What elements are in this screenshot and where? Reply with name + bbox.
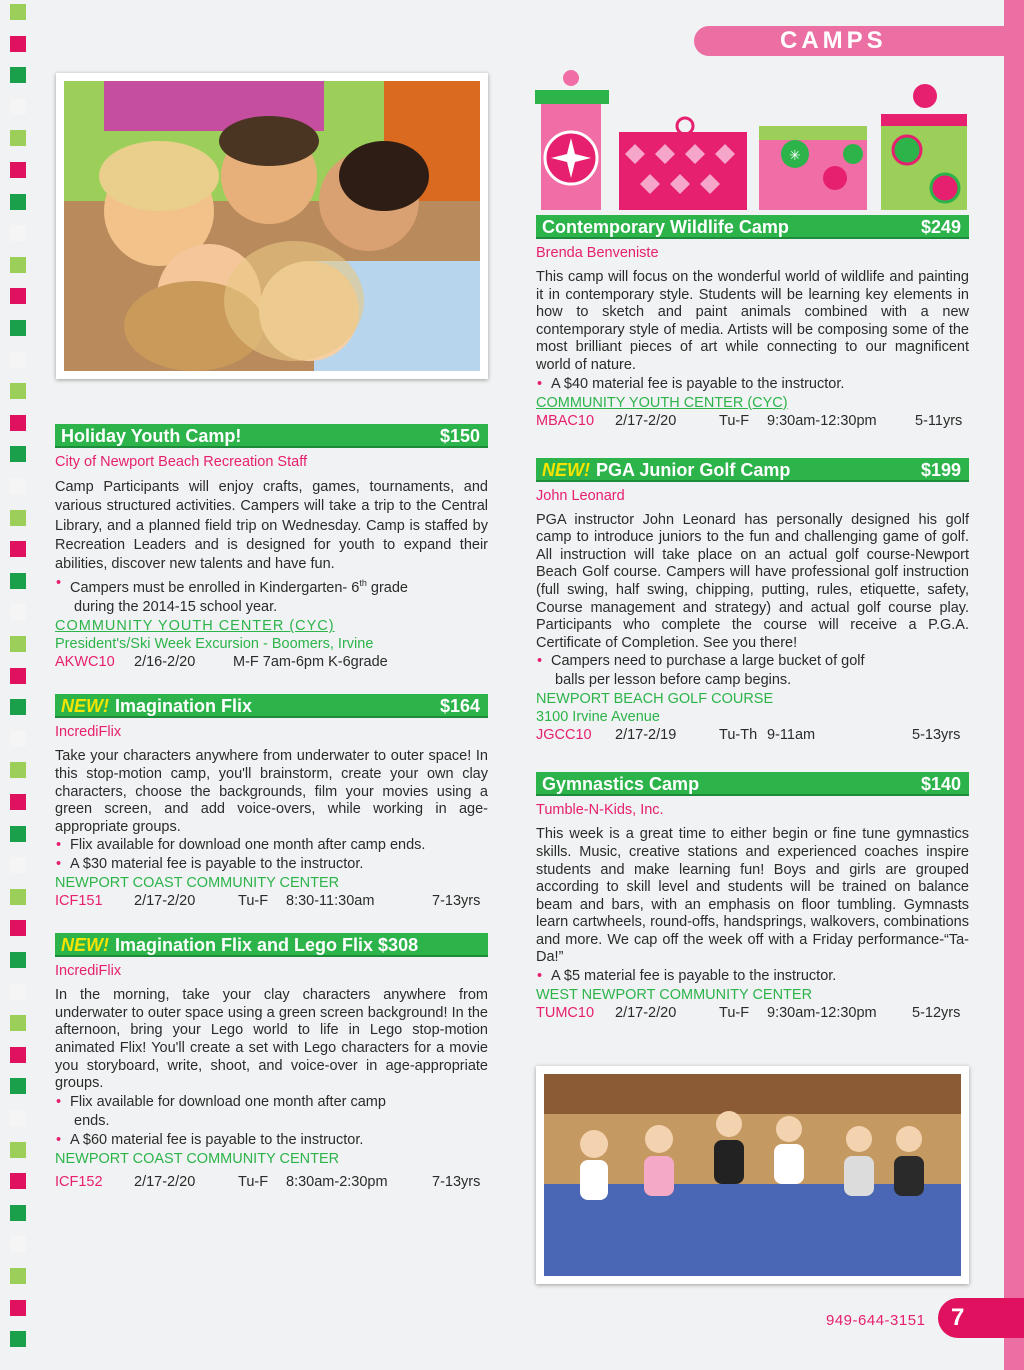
course-code: JGCC10 bbox=[536, 727, 592, 744]
bullet-item: • Flix available for download one month after camp ends. bbox=[55, 836, 488, 855]
camp-location[interactable]: NEWPORT BEACH GOLF COURSE bbox=[536, 691, 774, 708]
svg-text:✳: ✳ bbox=[789, 148, 801, 164]
ribbon-square bbox=[10, 1110, 26, 1126]
kids-photo bbox=[56, 73, 488, 379]
camp-price: $308 bbox=[378, 935, 419, 956]
course-dates: 2/17-2/19 bbox=[615, 727, 677, 744]
camp-entry-holiday-youth bbox=[55, 424, 488, 671]
camp-schedule bbox=[536, 412, 969, 430]
course-time: 9:30am-12:30pm bbox=[767, 412, 877, 429]
camp-location-note: President's/Ski Week Excursion - Boomers, Irvine bbox=[55, 636, 374, 653]
ribbon-square bbox=[10, 225, 26, 241]
camp-entry-pga-golf bbox=[536, 458, 969, 745]
course-dates: 2/17-2/20 bbox=[134, 1173, 196, 1190]
course-days: Tu-F bbox=[719, 1005, 750, 1022]
camp-location[interactable]: NEWPORT COAST COMMUNITY CENTER bbox=[55, 1150, 340, 1167]
right-column bbox=[536, 215, 969, 1022]
camp-title: Imagination Flix and Lego Flix bbox=[115, 935, 374, 956]
ribbon-square bbox=[10, 1268, 26, 1284]
ribbon-square bbox=[10, 67, 26, 83]
course-dates: 2/17-2/20 bbox=[615, 1005, 677, 1022]
course-days: Tu-Th bbox=[719, 727, 758, 744]
course-time: 9-11am bbox=[767, 727, 816, 744]
gift-boxes-illustration bbox=[535, 68, 971, 210]
footer-phone: 949-644-3151 bbox=[826, 1312, 926, 1329]
camp-location[interactable]: COMMUNITY YOUTH CENTER (CYC) bbox=[55, 618, 335, 635]
camp-title: Imagination Flix bbox=[115, 696, 253, 717]
camp-title: Gymnastics Camp bbox=[542, 774, 700, 795]
camp-entry-imagination-lego-flix bbox=[55, 933, 488, 1191]
camp-schedule bbox=[536, 726, 969, 744]
new-badge: NEW! bbox=[61, 696, 109, 717]
ribbon-square bbox=[10, 984, 26, 1000]
camp-location[interactable]: NEWPORT COAST COMMUNITY CENTER bbox=[55, 875, 340, 892]
camp-price: $199 bbox=[920, 459, 961, 480]
camp-entry-imagination-flix bbox=[55, 694, 488, 910]
course-days: Tu-F bbox=[238, 893, 269, 910]
camp-title-bar bbox=[55, 424, 488, 448]
bullet-item: • A $40 material fee is payable to the instructor. bbox=[536, 375, 969, 394]
ribbon-square bbox=[10, 604, 26, 620]
course-time: 8:30am-2:30pm bbox=[286, 1173, 388, 1190]
course-code: MBAC10 bbox=[536, 412, 595, 429]
camp-schedule bbox=[55, 1173, 488, 1191]
camp-title-bar bbox=[536, 215, 969, 239]
ribbon-square bbox=[10, 415, 26, 431]
course-time: 8:30-11:30am bbox=[286, 893, 375, 910]
decorative-ribbon bbox=[0, 0, 30, 1370]
course-dates: 2/16-2/20 bbox=[134, 654, 196, 671]
bullet-item: • A $60 material fee is payable to the instructor. bbox=[55, 1131, 488, 1150]
camp-description: PGA instructor John Leonard has personally designed his golf camp to introduce juniors to the fun and challenging game of golf. All instruction will take place on an actual golf course-Newport Beach Golf course. Campers will have professional golf instruction (full swing, half swing, chipping, putting, rules, etiquette, safety, Course management and strategy) and actual golf course play. Participants who complete the course will receive a P.G.A. Certificate of Completion. See you there! bbox=[536, 511, 969, 651]
ribbon-square bbox=[10, 889, 26, 905]
course-dates: 2/17-2/20 bbox=[134, 893, 196, 910]
ribbon-square bbox=[10, 920, 26, 936]
instructor: IncrediFlix bbox=[55, 724, 122, 741]
ribbon-square bbox=[10, 352, 26, 368]
ribbon-square bbox=[10, 762, 26, 778]
ribbon-square bbox=[10, 1173, 26, 1189]
ribbon-square bbox=[10, 478, 26, 494]
camp-title-bar bbox=[55, 933, 488, 957]
ribbon-square bbox=[10, 99, 26, 115]
ribbon-square bbox=[10, 446, 26, 462]
ribbon-square bbox=[10, 162, 26, 178]
bullet-item: • A $5 material fee is payable to the instructor. bbox=[536, 967, 969, 986]
camp-price: $164 bbox=[439, 696, 480, 717]
ribbon-square bbox=[10, 794, 26, 810]
camp-schedule bbox=[55, 653, 488, 671]
camp-address: 3100 Irvine Avenue bbox=[536, 709, 660, 726]
course-code: TUMC10 bbox=[536, 1005, 595, 1022]
course-days: Tu-F bbox=[238, 1173, 269, 1190]
camp-description: Camp Participants will enjoy crafts, games, tournaments, and various structured activities. Campers will take a trip to the Central Library, and a planned field trip on Wednesday. Camp is staffed by Recreation Leaders and is designed for youth to expand their abilities, discover new talents and have fun. bbox=[55, 479, 488, 573]
ribbon-square bbox=[10, 320, 26, 336]
ribbon-square bbox=[10, 573, 26, 589]
camp-price: $249 bbox=[920, 217, 961, 237]
ribbon-square bbox=[10, 857, 26, 873]
course-days: Tu-F bbox=[719, 412, 750, 429]
new-badge: NEW! bbox=[61, 935, 109, 956]
ribbon-square bbox=[10, 699, 26, 715]
ribbon-square bbox=[10, 510, 26, 526]
instructor: IncrediFlix bbox=[55, 963, 122, 980]
camp-location[interactable]: WEST NEWPORT COMMUNITY CENTER bbox=[536, 987, 813, 1004]
ribbon-square bbox=[10, 194, 26, 210]
camp-title: Holiday Youth Camp! bbox=[61, 426, 242, 446]
camp-location[interactable]: COMMUNITY YOUTH CENTER (CYC) bbox=[536, 394, 788, 411]
course-ages: 5-11yrs bbox=[915, 412, 963, 429]
bullet-item: • Campers must be enrolled in Kindergarten- 6th grade during the 2014-15 school year. bbox=[55, 574, 488, 617]
camp-entry-gymnastics bbox=[536, 772, 969, 1022]
section-tab: CAMPS bbox=[694, 26, 1024, 56]
ribbon-square bbox=[10, 952, 26, 968]
ribbon-square bbox=[10, 1331, 26, 1347]
course-days: M-F 7am-6pm K-6grade bbox=[233, 654, 388, 671]
new-badge: NEW! bbox=[542, 459, 590, 480]
camp-description: In the morning, take your clay characters anywhere from underwater to outer space using a green screen background! In the afternoon, bring your Lego world to life in Lego stop-motion animated Flix! You'll create a set with Lego characters for a movie you storyboard, write, shoot, and voice-over in age-appropriate groups. bbox=[55, 987, 488, 1092]
ribbon-square bbox=[10, 383, 26, 399]
course-code: ICF152 bbox=[55, 1173, 103, 1190]
course-ages: 7-13yrs bbox=[432, 1173, 481, 1190]
bullet-item: • Campers need to purchase a large bucket of golf balls per lesson before camp begins. bbox=[536, 652, 969, 690]
page-edge-stripe bbox=[1004, 0, 1024, 1370]
course-code: AKWC10 bbox=[55, 654, 115, 671]
ribbon-square bbox=[10, 1205, 26, 1221]
course-dates: 2/17-2/20 bbox=[615, 412, 677, 429]
ribbon-square bbox=[10, 130, 26, 146]
left-column bbox=[55, 424, 488, 1191]
camp-title: Contemporary Wildlife Camp bbox=[542, 217, 789, 237]
instructor: Tumble-N-Kids, Inc. bbox=[536, 802, 664, 819]
camp-title-bar bbox=[55, 694, 488, 718]
camp-title: PGA Junior Golf Camp bbox=[596, 459, 791, 480]
ribbon-square bbox=[10, 288, 26, 304]
camp-description: This camp will focus on the wonderful world of wildlife and painting it in contemporary style. Students will be learning key elements in how to sketch and paint animals combined with a new contemporary style of media. Artists will be composing some of the most brilliant pieces of art while connecting to our magnificent world of nature. bbox=[536, 269, 969, 373]
instructor: City of Newport Beach Recreation Staff bbox=[55, 454, 307, 470]
ribbon-square bbox=[10, 668, 26, 684]
ribbon-square bbox=[10, 1047, 26, 1063]
course-time: 9:30am-12:30pm bbox=[767, 1005, 877, 1022]
ribbon-square bbox=[10, 4, 26, 20]
camp-price: $140 bbox=[920, 774, 961, 795]
gymnastics-photo bbox=[536, 1066, 969, 1284]
ribbon-square bbox=[10, 541, 26, 557]
camp-title-bar bbox=[536, 772, 969, 796]
camp-entry-wildlife bbox=[536, 215, 969, 430]
camp-price: $150 bbox=[439, 426, 480, 446]
camp-description: Take your characters anywhere from underwater to outer space! In this stop-motion camp, you'll brainstorm, create your own clay characters, choose the backgrounds, film your movies using a green screen, and add voice-overs, while working in age-appropriate groups. bbox=[55, 748, 488, 835]
page-number: 7 bbox=[938, 1298, 1024, 1338]
camp-description: This week is a great time to either begin or fine tune gymnastics skills. Music, creative stations and experienced coaches inspire students and make learning fun! Boys and girls are grouped according to skill level and students will be trained on balance beam and bars, with an emphasis on floor tumbling. Gymnasts learn cartwheels, round-offs, handsprings, walkovers, combinations and more. We cap off the week off with a Friday performance-“Ta-Da!” bbox=[536, 826, 969, 966]
camp-schedule bbox=[55, 892, 488, 910]
instructor: John Leonard bbox=[536, 487, 625, 504]
ribbon-square bbox=[10, 1142, 26, 1158]
camp-schedule bbox=[536, 1004, 969, 1022]
course-ages: 5-13yrs bbox=[912, 727, 961, 744]
ribbon-square bbox=[10, 826, 26, 842]
course-code: ICF151 bbox=[55, 893, 103, 910]
ribbon-square bbox=[10, 1236, 26, 1252]
instructor: Brenda Benveniste bbox=[536, 245, 659, 261]
ribbon-square bbox=[10, 1300, 26, 1316]
ribbon-square bbox=[10, 636, 26, 652]
course-ages: 7-13yrs bbox=[432, 893, 481, 910]
ribbon-square bbox=[10, 1015, 26, 1031]
ribbon-square bbox=[10, 731, 26, 747]
ribbon-square bbox=[10, 257, 26, 273]
bullet-item: • Flix available for download one month after camp ends. bbox=[55, 1093, 488, 1131]
camp-title-bar bbox=[536, 458, 969, 482]
course-ages: 5-12yrs bbox=[912, 1005, 961, 1022]
ribbon-square bbox=[10, 1078, 26, 1094]
ribbon-square bbox=[10, 36, 26, 52]
bullet-item: • A $30 material fee is payable to the instructor. bbox=[55, 855, 488, 874]
